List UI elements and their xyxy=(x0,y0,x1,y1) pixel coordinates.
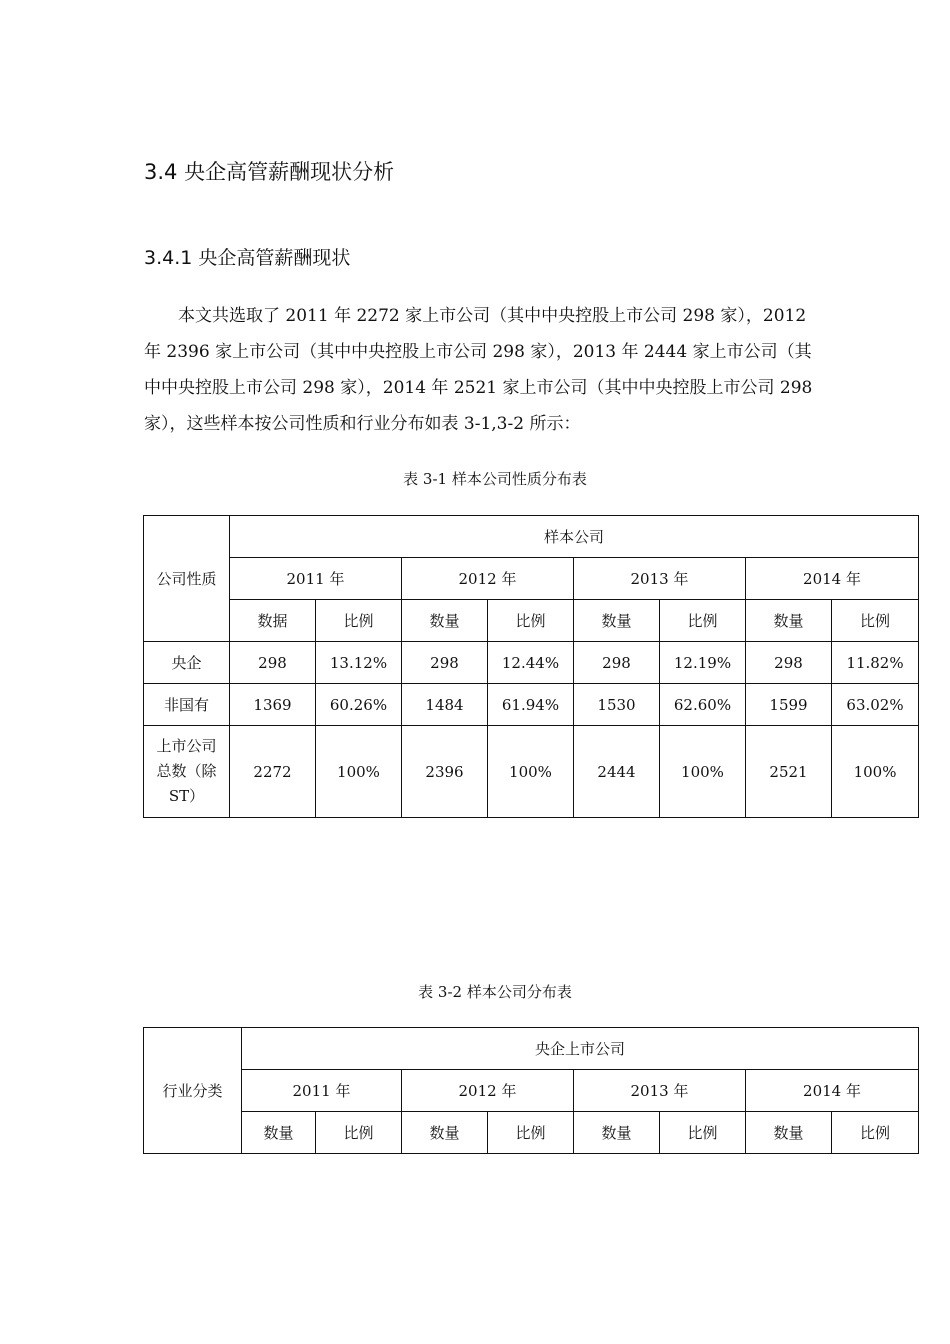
data-cell: 2396 xyxy=(402,726,488,818)
data-cell: 13.12% xyxy=(316,642,402,684)
row-label-cell: 非国有 xyxy=(144,684,230,726)
subheader-cell: 比例 xyxy=(660,1112,746,1154)
intro-paragraph: 本文共选取了 2011 年 2272 家上市公司（其中中央控股上市公司 298 家），2012 年 2396 家上市公司（其中中央控股上市公司 298 家），2013 年 2444 家上市公司（其中中央控股上市公司 298 家），2014 年 2521 家上市公司（其中中央控股上市公司 298 家），这些样本按公司性质和行业分布如表 3-1,3-2 所示： xyxy=(144,306,813,434)
subheader-cell: 数据 xyxy=(230,600,316,642)
data-cell: 12.44% xyxy=(488,642,574,684)
year-header-cell: 2011 年 xyxy=(242,1070,402,1112)
subheader-cell: 数量 xyxy=(402,1112,488,1154)
data-cell: 2444 xyxy=(574,726,660,818)
subsection-title: 3.4.1 央企高管薪酬现状 xyxy=(144,247,351,269)
subheader-cell: 比例 xyxy=(316,1112,402,1154)
table1-caption: 表 3-1 样本公司性质分布表 xyxy=(403,470,587,488)
data-cell: 298 xyxy=(746,642,832,684)
year-header-cell: 2014 年 xyxy=(746,1070,919,1112)
subheader-cell: 数量 xyxy=(746,600,832,642)
year-header-cell: 2013 年 xyxy=(574,558,746,600)
row-label-cell xyxy=(144,726,230,818)
year-header-cell: 2011 年 xyxy=(230,558,402,600)
year-header-cell: 2013 年 xyxy=(574,1070,746,1112)
data-cell: 2521 xyxy=(746,726,832,818)
company-nature-table xyxy=(143,515,919,818)
subheader-cell: 比例 xyxy=(488,600,574,642)
industry-distribution-table xyxy=(143,1027,919,1154)
data-cell: 12.19% xyxy=(660,642,746,684)
data-cell: 100% xyxy=(488,726,574,818)
data-cell: 2272 xyxy=(230,726,316,818)
row-label-text: 上市公司总数（除ST） xyxy=(156,737,217,805)
data-cell: 63.02% xyxy=(832,684,919,726)
data-cell: 1599 xyxy=(746,684,832,726)
subheader-cell: 比例 xyxy=(832,1112,919,1154)
data-cell: 62.60% xyxy=(660,684,746,726)
data-cell: 1369 xyxy=(230,684,316,726)
data-cell: 61.94% xyxy=(488,684,574,726)
data-cell: 298 xyxy=(574,642,660,684)
subheader-cell: 比例 xyxy=(660,600,746,642)
year-header-cell: 2012 年 xyxy=(402,558,574,600)
subheader-cell: 比例 xyxy=(316,600,402,642)
table2-caption: 表 3-2 样本公司分布表 xyxy=(418,983,572,1001)
subheader-cell: 数量 xyxy=(746,1112,832,1154)
table-row xyxy=(144,726,919,818)
table-row xyxy=(144,684,919,726)
subheader-cell: 数量 xyxy=(402,600,488,642)
data-cell: 100% xyxy=(660,726,746,818)
subheader-cell: 数量 xyxy=(242,1112,316,1154)
data-cell: 298 xyxy=(230,642,316,684)
data-cell: 100% xyxy=(832,726,919,818)
year-header-cell: 2012 年 xyxy=(402,1070,574,1112)
subheader-cell: 比例 xyxy=(488,1112,574,1154)
section-title: 3.4 央企高管薪酬现状分析 xyxy=(144,160,395,184)
year-header-cell: 2014 年 xyxy=(746,558,919,600)
table-row xyxy=(144,642,919,684)
data-cell: 298 xyxy=(402,642,488,684)
group-header-cell: 样本公司 xyxy=(230,516,919,558)
subheader-cell: 比例 xyxy=(832,600,919,642)
row-header-cell: 公司性质 xyxy=(144,516,230,642)
data-cell: 11.82% xyxy=(832,642,919,684)
row-header-cell: 行业分类 xyxy=(144,1028,242,1154)
data-cell: 1530 xyxy=(574,684,660,726)
data-cell: 60.26% xyxy=(316,684,402,726)
subheader-cell: 数量 xyxy=(574,1112,660,1154)
group-header-cell: 央企上市公司 xyxy=(242,1028,919,1070)
row-label-cell: 央企 xyxy=(144,642,230,684)
data-cell: 1484 xyxy=(402,684,488,726)
data-cell: 100% xyxy=(316,726,402,818)
subheader-cell: 数量 xyxy=(574,600,660,642)
